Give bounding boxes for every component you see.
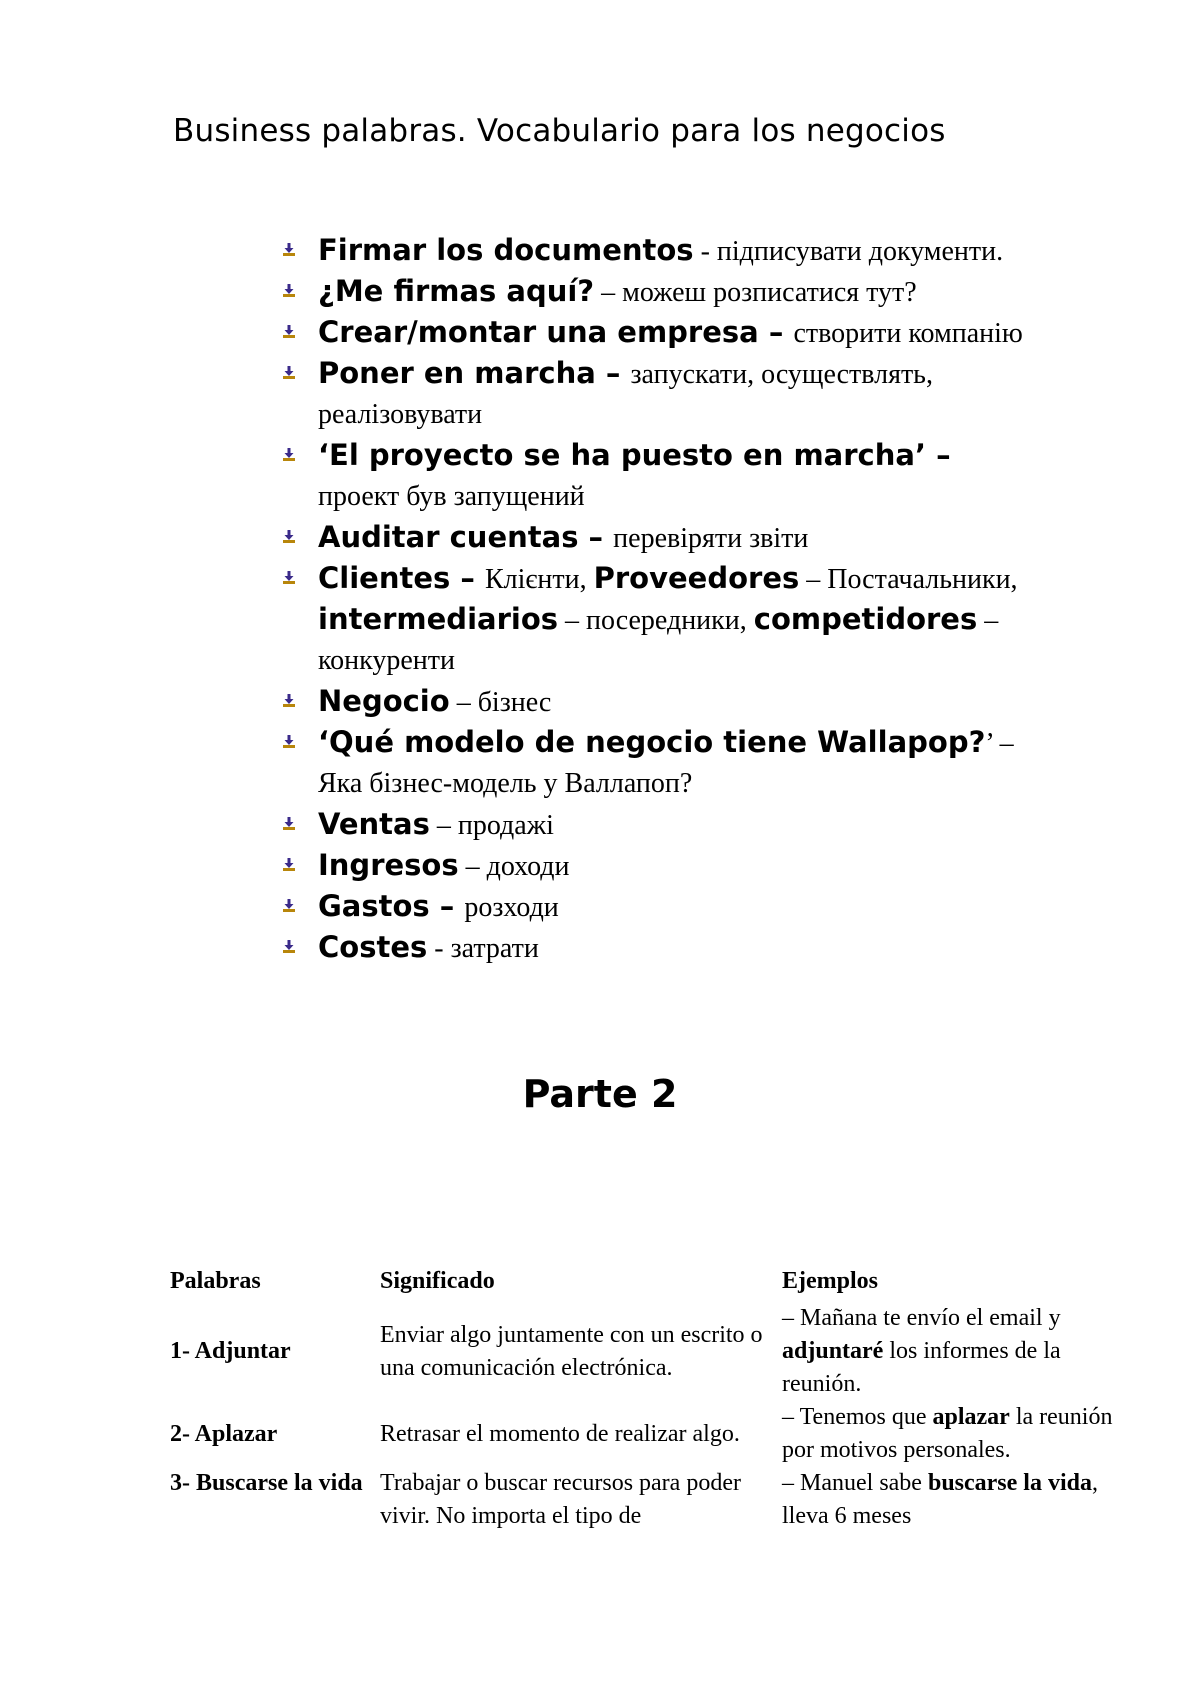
list-item bbox=[282, 722, 1142, 804]
spanish-term: ‘Qué modelo de negocio tiene Wallapop? bbox=[318, 725, 986, 759]
example-highlight: aplazar bbox=[932, 1404, 1010, 1430]
section-heading: Parte 2 bbox=[522, 1072, 678, 1116]
list-item-line bbox=[318, 886, 1142, 927]
document-title: Business palabras. Vocabulario para los negocios bbox=[173, 113, 946, 149]
list-item bbox=[282, 312, 1142, 353]
arrow-bullet-icon bbox=[282, 364, 296, 380]
example-text: – Manuel sabe bbox=[782, 1470, 928, 1496]
translation: Клієнти, bbox=[484, 564, 594, 595]
list-item bbox=[282, 558, 1142, 681]
spanish-term: Auditar cuentas – bbox=[318, 520, 614, 554]
word-cell: 1- Adjuntar bbox=[170, 1338, 291, 1364]
header-ejemplos: Ejemplos bbox=[782, 1268, 878, 1294]
list-item-line bbox=[318, 353, 1142, 394]
spanish-term: Poner en marcha – bbox=[318, 356, 631, 390]
list-item bbox=[282, 271, 1142, 312]
example-highlight: adjuntaré bbox=[782, 1338, 884, 1364]
example-cell bbox=[782, 1302, 1122, 1401]
word-cell: 2- Aplazar bbox=[170, 1420, 278, 1447]
meaning-cell: Retrasar el momento de realizar algo. bbox=[380, 1420, 740, 1447]
translation: – Постачальники, bbox=[799, 564, 1018, 595]
table-row bbox=[170, 1467, 1122, 1533]
arrow-bullet-icon bbox=[282, 733, 296, 749]
translation: конкуренти bbox=[318, 645, 456, 676]
spanish-term: ¿Me firmas aquí? bbox=[318, 274, 595, 308]
translation: реалізовувати bbox=[318, 399, 483, 430]
arrow-bullet-icon bbox=[282, 446, 296, 462]
meaning-cell: Trabajar o buscar recursos para poder vivir. No importa el tipo de bbox=[380, 1470, 741, 1529]
translation: проект був запущений bbox=[318, 481, 585, 512]
list-item-line bbox=[318, 599, 1142, 640]
translation: – посередники, bbox=[558, 605, 754, 636]
list-item bbox=[282, 435, 1142, 517]
arrow-bullet-icon bbox=[282, 282, 296, 298]
list-item-line bbox=[318, 640, 1142, 681]
table-row bbox=[170, 1401, 1122, 1467]
translation: запускати, осуществлять, bbox=[630, 359, 933, 390]
example-text: los informes de la reunión. bbox=[782, 1338, 1061, 1397]
table-row bbox=[170, 1302, 1122, 1401]
arrow-bullet-icon bbox=[282, 241, 296, 257]
translation: розходи bbox=[464, 892, 559, 923]
header-palabras: Palabras bbox=[170, 1268, 261, 1294]
spanish-term: Negocio bbox=[318, 684, 450, 718]
list-item-line bbox=[318, 230, 1142, 271]
example-highlight: buscarse la vida bbox=[927, 1470, 1092, 1496]
spanish-term: intermediarios bbox=[318, 602, 559, 636]
translation: – bbox=[977, 605, 999, 636]
spanish-term: competidores bbox=[753, 602, 978, 636]
word-cell: 3- Buscarse la vida bbox=[170, 1470, 363, 1496]
list-item bbox=[282, 927, 1142, 968]
arrow-bullet-icon bbox=[282, 856, 296, 872]
spanish-term: ‘El proyecto se ha puesto en marcha’ – bbox=[318, 438, 951, 472]
list-item bbox=[282, 230, 1142, 271]
arrow-bullet-icon bbox=[282, 528, 296, 544]
spanish-term: Crear/montar una empresa – bbox=[318, 315, 794, 349]
example-text: – Tenemos que bbox=[782, 1404, 933, 1430]
example-text: la reunión por motivos personales. bbox=[782, 1404, 1113, 1463]
header-significado: Significado bbox=[380, 1268, 495, 1294]
table-header-row bbox=[170, 1258, 1122, 1302]
list-item bbox=[282, 886, 1142, 927]
spanish-term: Clientes – bbox=[318, 561, 485, 595]
list-item-line bbox=[318, 804, 1142, 845]
translation: ’ – bbox=[985, 728, 1014, 759]
list-item bbox=[282, 804, 1142, 845]
list-item bbox=[282, 845, 1142, 886]
list-item-line bbox=[318, 722, 1142, 763]
arrow-bullet-icon bbox=[282, 938, 296, 954]
translation: створити компанію bbox=[793, 318, 1023, 349]
translation: – продажі bbox=[429, 810, 554, 841]
translation: – бізнес bbox=[449, 687, 552, 718]
translation: - затрати bbox=[427, 933, 539, 964]
spanish-term: Costes bbox=[318, 930, 428, 964]
translation: - підписувати документи. bbox=[693, 236, 1004, 267]
arrow-bullet-icon bbox=[282, 815, 296, 831]
list-item-line bbox=[318, 435, 1142, 476]
arrow-bullet-icon bbox=[282, 897, 296, 913]
list-item bbox=[282, 517, 1142, 558]
translation: перевіряти звіти bbox=[613, 523, 809, 554]
list-item-line bbox=[318, 927, 1142, 968]
list-item-line bbox=[318, 517, 1142, 558]
list-item-line bbox=[318, 271, 1142, 312]
translation: Яка бізнес-модель у Валлапоп? bbox=[318, 768, 693, 799]
translation: – доходи bbox=[458, 851, 570, 882]
list-item-line bbox=[318, 476, 1142, 517]
list-item-line bbox=[318, 558, 1142, 599]
list-item-line bbox=[318, 312, 1142, 353]
arrow-bullet-icon bbox=[282, 323, 296, 339]
vocabulary-table bbox=[170, 1258, 1122, 1533]
arrow-bullet-icon bbox=[282, 692, 296, 708]
translation: – можеш розписатися тут? bbox=[594, 277, 917, 308]
example-text: – Mañana te envío el email y bbox=[782, 1305, 1061, 1331]
list-item-line bbox=[318, 681, 1142, 722]
list-item bbox=[282, 353, 1142, 435]
spanish-term: Proveedores bbox=[593, 561, 800, 595]
spanish-term: Ingresos bbox=[318, 848, 459, 882]
list-item bbox=[282, 681, 1142, 722]
spanish-term: Gastos – bbox=[318, 889, 465, 923]
list-item-line bbox=[318, 845, 1142, 886]
example-text: , lleva 6 meses bbox=[782, 1470, 1098, 1529]
spanish-term: Ventas bbox=[318, 807, 430, 841]
vocabulary-list bbox=[282, 230, 1142, 968]
list-item-line bbox=[318, 763, 1142, 804]
meaning-cell: Enviar algo juntamente con un escrito o una comunicación electrónica. bbox=[380, 1321, 763, 1381]
example-cell bbox=[782, 1467, 1122, 1533]
spanish-term: Firmar los documentos bbox=[318, 233, 694, 267]
list-item-line bbox=[318, 394, 1142, 435]
arrow-bullet-icon bbox=[282, 569, 296, 585]
example-cell bbox=[782, 1401, 1122, 1467]
